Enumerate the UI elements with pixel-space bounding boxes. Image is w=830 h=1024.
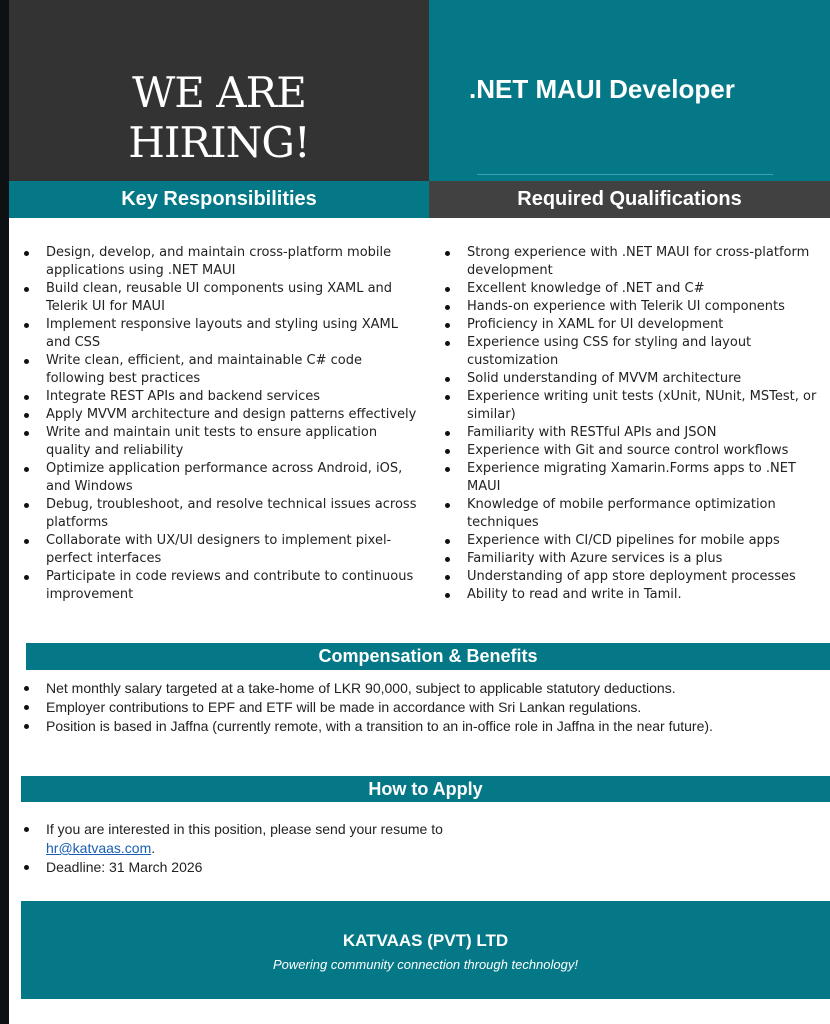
headline-line-1: WE ARE bbox=[132, 68, 306, 117]
list-item: Build clean, reusable UI components using XAML and Telerik UI for MAUI bbox=[18, 280, 418, 316]
company-tagline: Powering community connection through technology! bbox=[273, 957, 578, 972]
list-item: Experience with Git and source control workflows bbox=[439, 442, 824, 460]
divider bbox=[477, 174, 773, 175]
list-item: Strong experience with .NET MAUI for cross-platform development bbox=[439, 244, 824, 280]
list-item: Design, develop, and maintain cross-platform mobile applications using .NET MAUI bbox=[18, 244, 418, 280]
qualifications-list bbox=[439, 244, 824, 604]
list-item: Proficiency in XAML for UI development bbox=[439, 316, 824, 334]
apply-instruction: If you are interested in this position, please send your resume to bbox=[46, 821, 443, 837]
list-item: Position is based in Jaffna (currently remote, with a transition to an in-office role in Jaffna in the near future). bbox=[18, 717, 718, 736]
list-item: Experience migrating Xamarin.Forms apps to .NET MAUI bbox=[439, 460, 824, 496]
list-item: Experience using CSS for styling and layout customization bbox=[439, 334, 824, 370]
responsibilities-heading: Key Responsibilities bbox=[9, 181, 429, 218]
job-title: .NET MAUI Developer bbox=[469, 74, 735, 104]
list-item: Implement responsive layouts and styling using XAML and CSS bbox=[18, 316, 418, 352]
list-item: Integrate REST APIs and backend services bbox=[18, 388, 418, 406]
list-item: Debug, troubleshoot, and resolve technical issues across platforms bbox=[18, 496, 418, 532]
list-item: Ability to read and write in Tamil. bbox=[439, 586, 824, 604]
job-poster bbox=[9, 0, 830, 1024]
headline-line-2: HIRING! bbox=[128, 118, 310, 167]
list-item: Experience with CI/CD pipelines for mobile apps bbox=[439, 532, 824, 550]
apply-list bbox=[18, 820, 618, 877]
list-item: Participate in code reviews and contribute to continuous improvement bbox=[18, 568, 418, 604]
responsibilities-list bbox=[18, 244, 418, 604]
list-item: Familiarity with Azure services is a plus bbox=[439, 550, 824, 568]
qualifications-heading: Required Qualifications bbox=[429, 181, 830, 218]
company-name: KATVAAS (PVT) LTD bbox=[342, 931, 509, 950]
list-item: Solid understanding of MVVM architecture bbox=[439, 370, 824, 388]
list-item: Optimize application performance across Android, iOS, and Windows bbox=[18, 460, 418, 496]
list-item: Write clean, efficient, and maintainable C# code following best practices bbox=[18, 352, 418, 388]
list-item: Net monthly salary targeted at a take-home of LKR 90,000, subject to applicable statutory deductions. bbox=[18, 679, 718, 698]
list-item: Hands-on experience with Telerik UI components bbox=[439, 298, 824, 316]
list-item bbox=[18, 820, 618, 858]
list-item: Experience writing unit tests (xUnit, NUnit, MSTest, or similar) bbox=[439, 388, 824, 424]
list-item: Apply MVVM architecture and design patterns effectively bbox=[18, 406, 418, 424]
compensation-heading: Compensation & Benefits bbox=[26, 643, 830, 670]
hiring-headline bbox=[9, 68, 429, 168]
how-to-apply-heading: How to Apply bbox=[21, 776, 830, 802]
email-suffix: . bbox=[151, 840, 156, 856]
compensation-list bbox=[18, 679, 718, 736]
list-item: Employer contributions to EPF and ETF will be made in accordance with Sri Lankan regulations. bbox=[18, 698, 718, 717]
list-item: Collaborate with UX/UI designers to implement pixel-perfect interfaces bbox=[18, 532, 418, 568]
company-footer bbox=[21, 901, 830, 999]
deadline: Deadline: 31 March 2026 bbox=[18, 858, 618, 877]
list-item: Understanding of app store deployment processes bbox=[439, 568, 824, 586]
list-item: Excellent knowledge of .NET and C# bbox=[439, 280, 824, 298]
hero-panel bbox=[9, 0, 429, 181]
list-item: Familiarity with RESTful APIs and JSON bbox=[439, 424, 824, 442]
list-item: Knowledge of mobile performance optimization techniques bbox=[439, 496, 824, 532]
list-item: Write and maintain unit tests to ensure application quality and reliability bbox=[18, 424, 418, 460]
email-link[interactable]: hr@katvaas.com bbox=[46, 840, 152, 856]
